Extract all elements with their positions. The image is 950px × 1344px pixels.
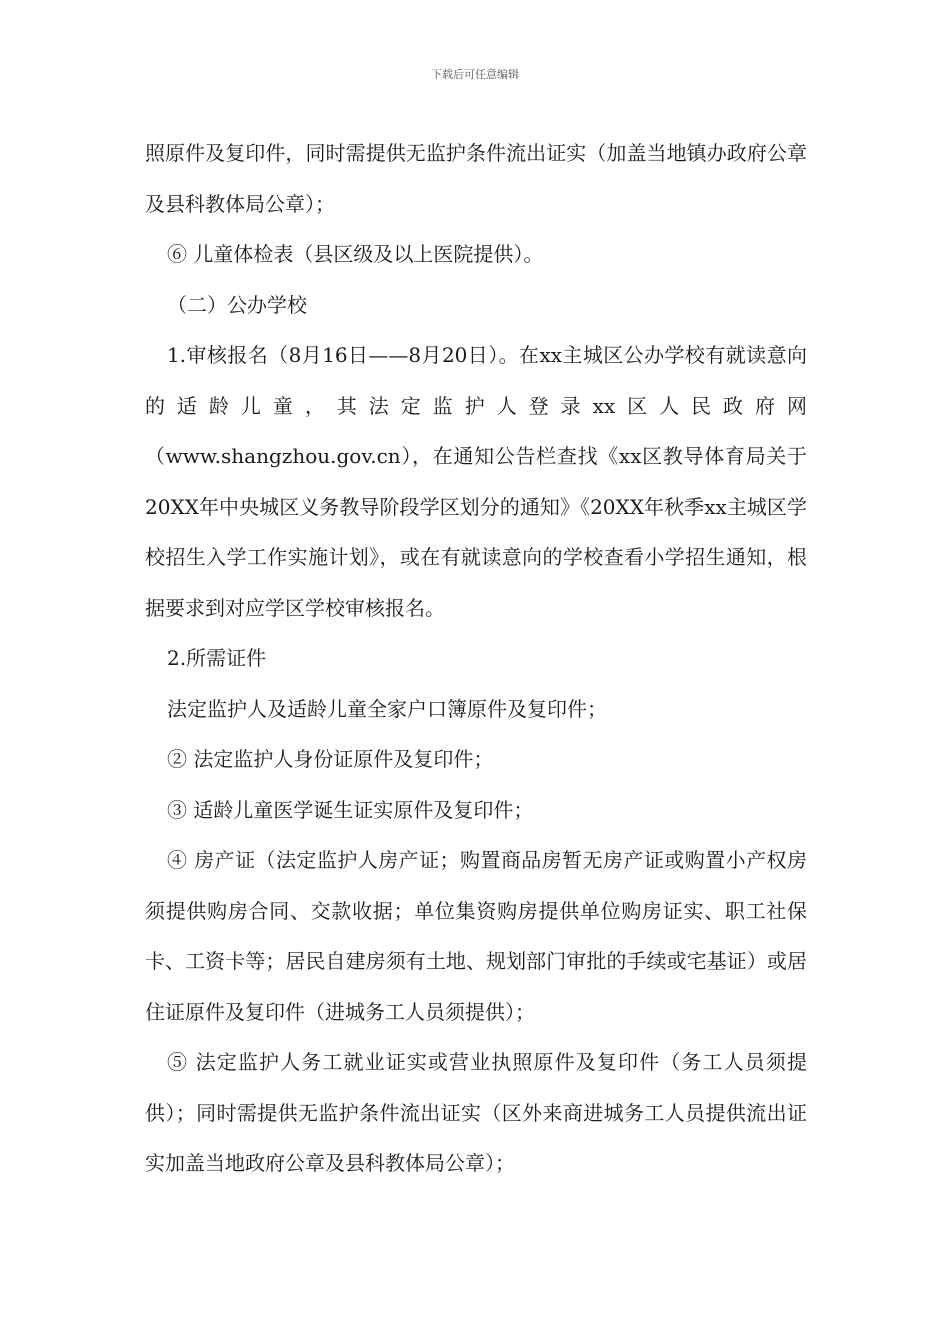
- list-item-6: ⑥ 儿童体检表（县区级及以上医院提供）。: [167, 242, 544, 266]
- paragraph-continuation: 照原件及复印件，同时需提供无监护条件流出证实（加盖当地镇办政府公章及县科教体局公章）；: [145, 141, 807, 216]
- list-item-3: ③ 适龄儿童医学诞生证实原件及复印件；: [167, 797, 534, 822]
- section-heading-public-school: （二）公办学校: [167, 292, 307, 317]
- list-item-5: ⑤ 法定监护人务工就业证实或营业执照原件及复印件（务工人员须提供）；同时需提供无监护条件流出证实（区外来商进城务工人员提供流出证实加盖当地政府公章及县科教体局公章）；: [145, 1050, 807, 1175]
- page-header: 下载后可任意编辑: [431, 68, 519, 81]
- list-item-2: ② 法定监护人身份证原件及复印件；: [167, 747, 494, 771]
- list-item-1: 法定监护人及适龄儿童全家户口簿原件及复印件；: [167, 696, 607, 721]
- paragraph-registration: 1.审核报名（8月16日——8月20日）。在xx主城区公办学校有就读意向的适龄儿童，其法定监护人登录xx区人民政府网（www.shangzhou.gov.cn），在通知公告栏查找《xx区教导体育局关于20XX年中央城区义务教导阶段学区划分的通知》《20XX年秋季xx主城区学校招生入学工作实施计划》，或在有就读意向的学校查看小学招生通知，根据要求到对应学区学校审核报名。: [145, 343, 807, 620]
- document-body: [145, 128, 807, 1189]
- section-heading-documents: 2.所需证件: [167, 646, 267, 670]
- list-item-4: ④ 房产证（法定监护人房产证；购置商品房暂无房产证或购置小产权房须提供购房合同、交款收据；单位集资购房提供单位购房证实、职工社保卡、工资卡等；居民自建房须有土地、规划部门审批的手续或宅基证）或居住证原件及复印件（进城务工人员须提供）；: [145, 848, 807, 1024]
